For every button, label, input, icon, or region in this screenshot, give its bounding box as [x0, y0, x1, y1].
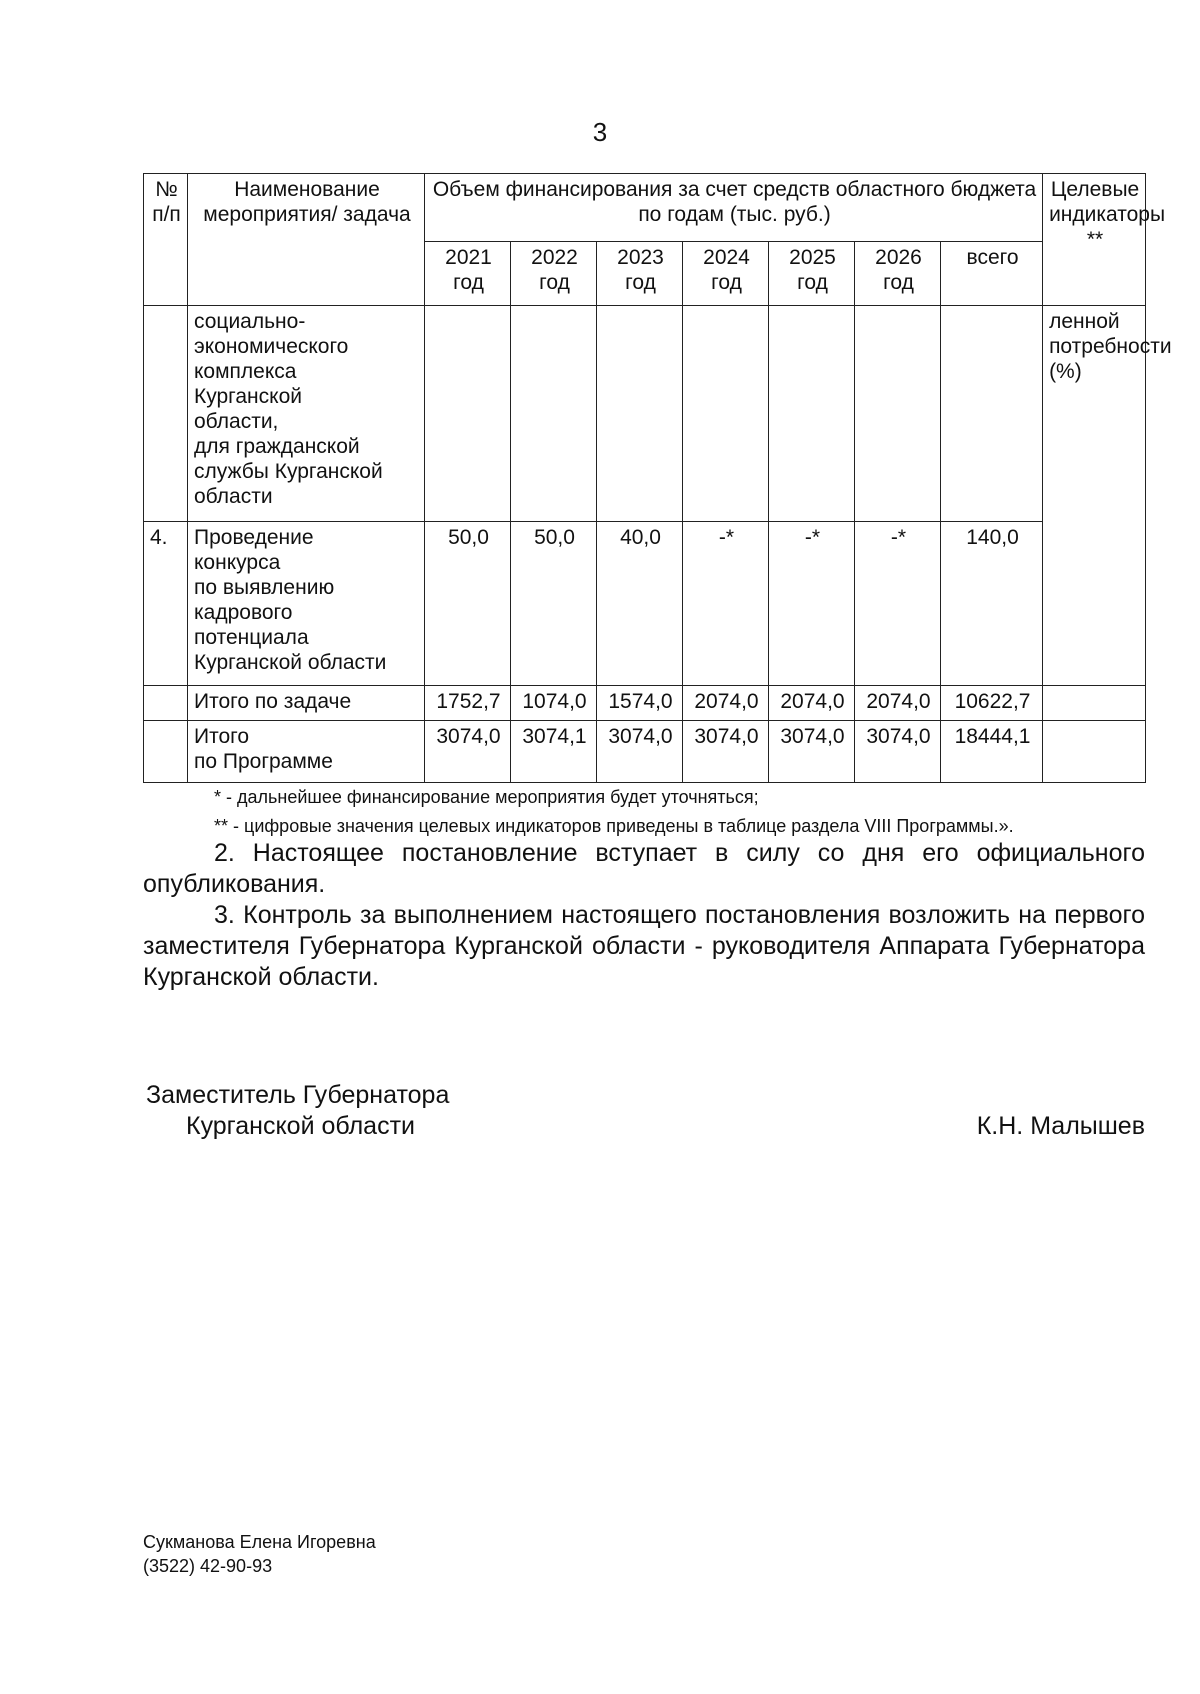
- value-cell: 10622,7: [941, 686, 1043, 721]
- value-cell: 2074,0: [769, 686, 855, 721]
- header-year: 2023 год: [597, 242, 683, 306]
- empty-cell: [769, 306, 855, 522]
- footnote-1: * - дальнейшее финансирование мероприятия будет уточняться;: [214, 787, 759, 807]
- value-cell: -*: [855, 522, 941, 686]
- value-cell: 3074,0: [597, 721, 683, 783]
- row-name: Итого по Программе: [188, 721, 425, 783]
- value-cell: 50,0: [425, 522, 511, 686]
- header-name: Наименование мероприятия/ задача: [188, 174, 425, 306]
- value-cell: -*: [683, 522, 769, 686]
- row-name: социально- экономического комплекса Курганской области, для гражданской службы Курганской области: [188, 306, 425, 522]
- row-target: ленной потребности (%): [1043, 306, 1146, 686]
- empty-cell: [425, 306, 511, 522]
- header-year: 2021 год: [425, 242, 511, 306]
- header-total: всего: [941, 242, 1043, 306]
- value-cell: 40,0: [597, 522, 683, 686]
- empty-cell: [511, 306, 597, 522]
- table-row: [144, 306, 1146, 522]
- empty-cell: [597, 306, 683, 522]
- empty-cell: [144, 721, 188, 783]
- empty-cell: [1043, 686, 1146, 721]
- value-cell: 1574,0: [597, 686, 683, 721]
- header-year: 2026 год: [855, 242, 941, 306]
- signatory-name: К.Н. Малышев: [976, 1112, 1145, 1140]
- value-cell: 2074,0: [855, 686, 941, 721]
- header-year: 2022 год: [511, 242, 597, 306]
- body-text: [143, 838, 1145, 993]
- header-targets: Целевые индикаторы **: [1043, 174, 1146, 306]
- empty-cell: [683, 306, 769, 522]
- value-cell: 3074,0: [683, 721, 769, 783]
- empty-cell: [855, 306, 941, 522]
- value-cell: 3074,0: [769, 721, 855, 783]
- signatory-title-line2: Курганской области: [186, 1112, 416, 1140]
- row-num-empty: [144, 306, 188, 522]
- value-cell: 1074,0: [511, 686, 597, 721]
- signatory-title: [146, 1080, 449, 1142]
- header-funding: Объем финансирования за счет средств областного бюджета по годам (тыс. руб.): [425, 174, 1043, 242]
- row-name: Проведение конкурса по выявлению кадрового потенциала Курганской области: [188, 522, 425, 686]
- table-row: [144, 721, 1146, 783]
- paragraph-3: 3. Контроль за выполнением настоящего постановления возложить на первого заместителя Губернатора Курганской области - руководителя Аппарата Губернатора Курганской области.: [143, 901, 1145, 991]
- table-row: [144, 686, 1146, 721]
- page-number: 3: [592, 117, 608, 147]
- financing-table: [143, 173, 1172, 783]
- empty-cell: [1043, 721, 1146, 783]
- footnote-2: ** - цифровые значения целевых индикаторов приведены в таблице раздела VIII Программы.».: [214, 816, 1014, 836]
- value-cell: 3074,0: [425, 721, 511, 783]
- header-num: № п/п: [144, 174, 188, 306]
- paragraph-2: 2. Настоящее постановление вступает в силу со дня его официального опубликования.: [143, 839, 1145, 898]
- header-year: 2024 год: [683, 242, 769, 306]
- row-num: 4.: [144, 522, 188, 686]
- contact-block: [143, 1530, 376, 1578]
- value-cell: 18444,1: [941, 721, 1043, 783]
- value-cell: 3074,1: [511, 721, 597, 783]
- value-cell: 50,0: [511, 522, 597, 686]
- header-year: 2025 год: [769, 242, 855, 306]
- empty-cell: [941, 306, 1043, 522]
- table-row: [144, 522, 1146, 686]
- row-name: Итого по задаче: [188, 686, 425, 721]
- contact-person: Сукманова Елена Игоревна: [143, 1532, 376, 1552]
- value-cell: 1752,7: [425, 686, 511, 721]
- signatory-title-line1: Заместитель Губернатора: [146, 1081, 450, 1109]
- value-cell: 140,0: [941, 522, 1043, 686]
- value-cell: 2074,0: [683, 686, 769, 721]
- empty-cell: [144, 686, 188, 721]
- contact-phone: (3522) 42-90-93: [143, 1556, 273, 1576]
- value-cell: 3074,0: [855, 721, 941, 783]
- value-cell: -*: [769, 522, 855, 686]
